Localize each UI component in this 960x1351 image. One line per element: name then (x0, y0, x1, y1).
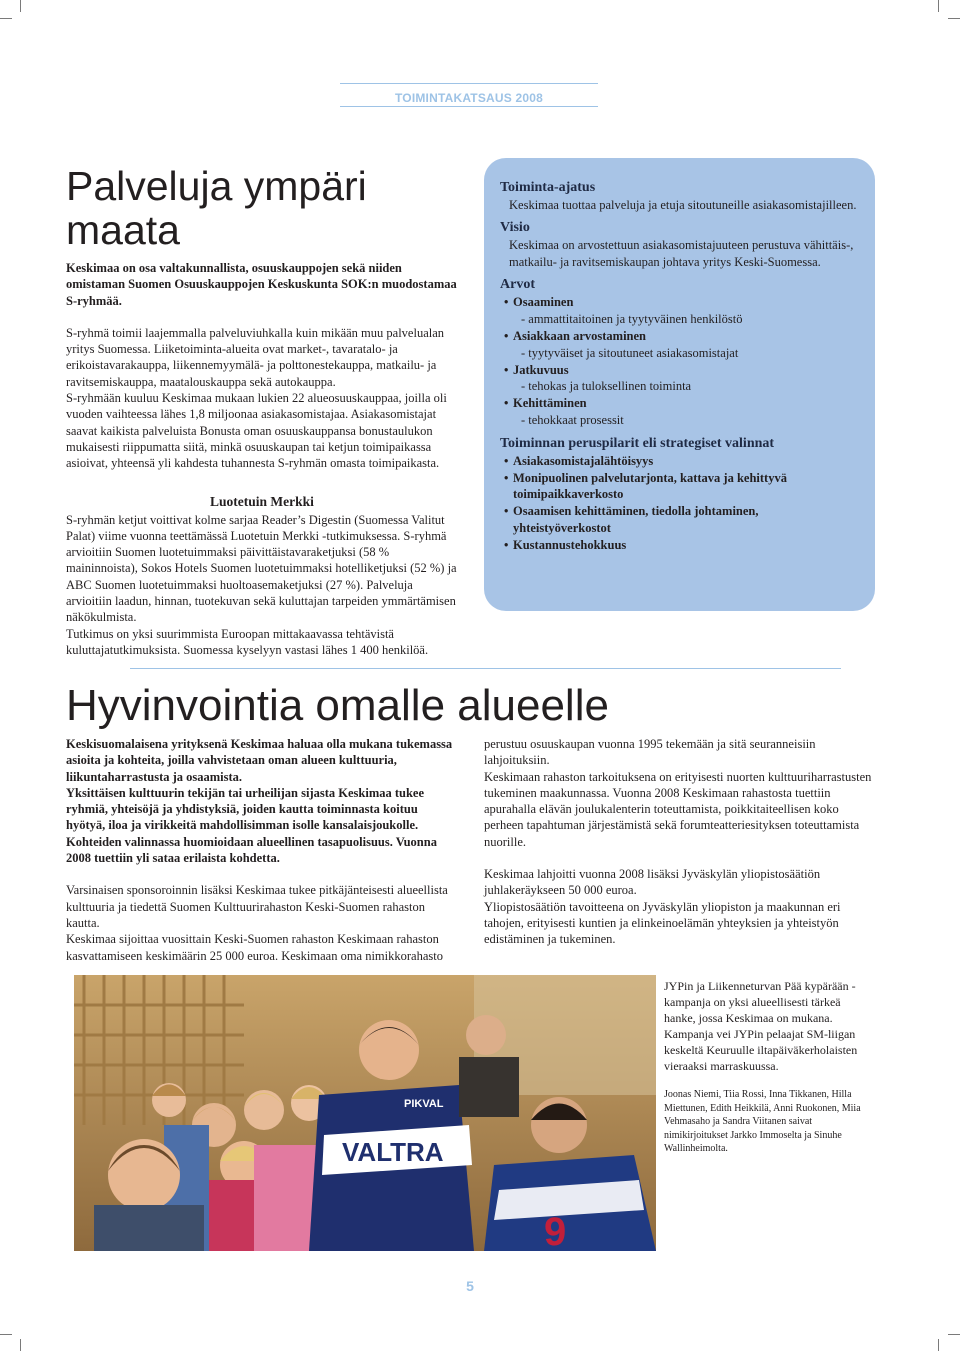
pillar-text: Osaamisen kehittäminen, tiedolla johtaminen, yhteistyöverkostot (513, 504, 759, 535)
article2-lead1: Keskisuomalaisena yrityksenä Keskimaa haluaa olla mukana tukemassa asioita ja kohteita, joilla vahvistetaan oman alueen kulttuuria, liikuntaharrastusta ja osaamista. (66, 737, 453, 784)
header-title: TOIMINTAKATSAUS 2008 (394, 91, 544, 105)
article2-p2: Keskimaa sijoittaa vuosittain Keski-Suomen rahaston Keskimaan rahaston kasvattamiseen keskimäärin 25 000 euroa. Keskimaan oma nimikkorahasto (66, 932, 443, 963)
photo-caption-main: JYPin ja Liikenneturvan Pää kypärään -kampanja on yksi alueellisesti tärkeä hanke, jossa Keskimaa on mukana. Kampanja vei JYPin pelaajat SM-liigan keskeltä Keuruulle iltapäiväkerholaisten vieraaksi marraskuussa. (664, 979, 858, 1073)
jersey-text: VALTRA (342, 1137, 444, 1167)
photo-captions (664, 978, 870, 1156)
article1-p2: S-ryhmään kuuluu Keskimaa mukaan lukien 22 alueosuuskauppaa, joilla oli vuoden vaihteessa lähes 1,8 miljoonaa asiakasomistajaa. Asiakasomistajat saavat kaikista palveluista Bonusta oman osuuskauppansa bonustaulukon mukaisesti riippumatta siitä, minkä osuuskaupan tai ketjun toimipaikassa asioivat, yhteensä yli kahdesta tuhannesta S-ryhmän omasta toimipaikasta. (66, 391, 447, 471)
article1-lead (66, 260, 458, 309)
values-list (500, 294, 865, 428)
crop-mark-top-right (948, 18, 960, 19)
value-desc: - tehokas ja tuloksellinen toiminta (521, 379, 692, 394)
heading-toiminta-ajatus: Toiminta-ajatus (500, 180, 596, 195)
value-desc: - ammattitaitoinen ja tyytyväinen henkilöstö (521, 312, 743, 327)
header-rule-top (340, 83, 598, 84)
pillar-item (504, 470, 865, 504)
article1-body (66, 325, 458, 472)
article1-title: Palveluja ympäri maata (66, 163, 367, 253)
value-desc: - tehokkaat prosessit (521, 412, 624, 427)
heading-visio: Visio (500, 219, 530, 235)
value-item (504, 362, 865, 379)
crop-mark-bottom-left-v (20, 1339, 21, 1351)
article1-column (66, 164, 458, 658)
bullet-icon: • (504, 362, 509, 377)
article1-lead-text: Keskimaa on osa valtakunnallista, osuuskauppojen sekä niiden omistaman Suomen Osuuskauppojen Keskuskunta SOK:n muodostamaa S-ryhmää. (66, 261, 457, 308)
article1-body-2 (66, 512, 458, 659)
article2-body-left (66, 882, 458, 963)
heading-peruspilarit: Toiminnan peruspilarit eli strategiset valinnat (500, 435, 775, 451)
article1-p1: S-ryhmä toimii laajemmalla palveluviuhkalla kuin mikään muu palvelualan yritys Suomessa. Liiketoiminta-alueita ovat market-, tavaratalo- ja erikoistavarakauppa, liikennemyymälä- ja polttonestekauppa, matkailu- ja ravitsemiskauppa, maatalouskauppa sekä autokauppa. (66, 325, 445, 389)
value-item (504, 395, 865, 412)
article2-p4: Keskimaan rahaston tarkoituksena on erityisesti nuorten kulttuuriharrastusten tukeminen maakunnassa. Vuonna 2008 Keskimaan rahastosta tuettiin apurahalla elävän joulukalenterin toteuttamista, poikkitaiteellisen koko perheen tapahtuman järjestämistä sekä forumteatteriesityksen toteuttamista nuorille. (484, 769, 872, 849)
value-name: Jatkuvuus (513, 362, 569, 377)
crop-mark-bottom-right (948, 1334, 960, 1335)
article2-lead (66, 736, 458, 866)
value-desc: - tyytyväiset ja sitoutuneet asiakasomistajat (521, 345, 739, 360)
sponsor-text: PIKVAL (404, 1098, 444, 1110)
article2-title: Hyvinvointia omalle alueelle (66, 681, 609, 730)
pillar-item (504, 537, 865, 554)
pillar-text: Asiakasomistajalähtöisyys (513, 453, 654, 468)
article2-p1: Varsinaisen sponsoroinnin lisäksi Keskimaa tukee pitkäjänteisesti alueellista kulttuuria ja tiedettä Suomen Kulttuurirahaston Keski-Suomen rahaston kautta. (66, 883, 448, 930)
crop-mark-bottom-right-v (938, 1339, 939, 1351)
article2-p6: Yliopistosäätiön tavoitteena on Jyväskylän yliopiston ja maakunnan eri tahojen, erityisesti kuntien ja elinkeinoelämän yhteyksien ja yhteistyön edistäminen ja tukeminen. (484, 899, 841, 947)
infobox-content (500, 179, 865, 554)
article1-p3: S-ryhmän ketjut voittivat kolme sarjaa Reader’s Digestin (Suomessa Valitut Palat) viime vuonna teettämässä Luotetuin Merkki -tutkimuksessa. S-ryhmä arvioitiin Suomen luotetuimmaksi päivittäistavaraketjuksi (58 % maininnoista), Sokos Hotels Suomen luotetuimmaksi hotelliketjuksi (52 %) ja ABC Suomen luotetuimmaksi huoltoasemaketjuksi (27 %). Palveluja arvioitiin laadun, hinnan, tuotekuvan sekä kuluttajan tarpeiden ymmärtämisen näkökulmista. (66, 512, 457, 625)
article1-p4: Tutkimus on yksi suurimmista Euroopan mittakaavassa tehtävistä kuluttajatutkimuksista. Suomessa kyselyyn vastasi lähes 1 400 henkilöä. (66, 626, 429, 657)
pillar-text: Monipuolinen palvelutarjonta, kattava ja kehittyvä toimipaikkaverkosto (513, 470, 787, 502)
bullet-icon: • (504, 537, 509, 552)
value-name: Osaaminen (513, 295, 574, 310)
value-name: Kehittäminen (513, 396, 587, 411)
heading-arvot: Arvot (500, 277, 535, 293)
pillars-list (500, 453, 865, 554)
article2-p5: Keskimaa lahjoitti vuonna 2008 lisäksi Jyväskylän yliopistosäätiön juhlakeräykseen 50 000 euroa. (484, 867, 821, 898)
value-name: Asiakkaan arvostaminen (513, 328, 647, 343)
article1-subheading: Luotetuin Merkki (210, 493, 314, 509)
text-toiminta-ajatus: Keskimaa tuottaa palveluja ja etuja sitoutuneille asiakasomistajilleen. (509, 198, 857, 212)
bullet-icon: • (504, 295, 509, 310)
article2-right-column (484, 736, 876, 948)
bullet-icon: • (504, 396, 509, 411)
crop-mark-bottom-left (0, 1334, 12, 1335)
section-divider (130, 668, 841, 669)
strategy-infobox (484, 158, 875, 611)
photo-illustration (74, 975, 656, 1251)
value-item (504, 294, 865, 311)
bullet-icon: • (504, 328, 509, 343)
article2-p3: perustuu osuuskaupan vuonna 1995 tekemään ja sitä seuranneisiin lahjoituksiin. (484, 737, 816, 768)
page-number: 5 (466, 1278, 474, 1294)
article2-left-column (66, 736, 458, 964)
pillar-item (504, 453, 865, 470)
crop-mark-top-left-v (20, 0, 21, 12)
photo-caption-names: Joonas Niemi, Tiia Rossi, Inna Tikkanen, Hilla Miettunen, Edith Heikkilä, Anni Ruokonen, Miia Vehmasaho ja Sandra Viitanen saivat nimikirjoitukset Jarkko Immoselta ja Sinuhe Wallinheimolta. (664, 1089, 861, 1154)
bullet-icon: • (504, 470, 509, 485)
pillar-item (504, 503, 865, 537)
hockey-players-photo (74, 975, 656, 1251)
crop-mark-top-right-v (938, 0, 939, 12)
text-visio: Keskimaa on arvostettuun asiakasomistajuuteen perustuva vähittäis-, matkailu- ja ravitsemiskaupan johtava yritys Keski-Suomessa. (509, 237, 854, 269)
header-rule-bottom (340, 106, 598, 107)
crop-mark-top-left (0, 18, 12, 19)
bullet-icon: • (504, 504, 509, 519)
article2-lead2: Yksittäisen kulttuurin tekijän tai urheilijan sijasta Keskimaa tukee ryhmiä, yhteisöjä ja yhdistyksiä, joiden kautta toiminnasta koituu hyötyä, iloa ja virikkeitä mahdollisimman isolle kansalaisjoukolle. Kohteiden valinnassa huomioidaan alueellinen tasapuolisuus. Vuonna 2008 tuettiin yli sataa erilaista kohdetta. (66, 785, 437, 866)
value-item (504, 328, 865, 345)
bullet-icon: • (504, 453, 509, 468)
pillar-text: Kustannustehokkuus (513, 537, 627, 552)
jersey-number: 9 (544, 1210, 567, 1251)
